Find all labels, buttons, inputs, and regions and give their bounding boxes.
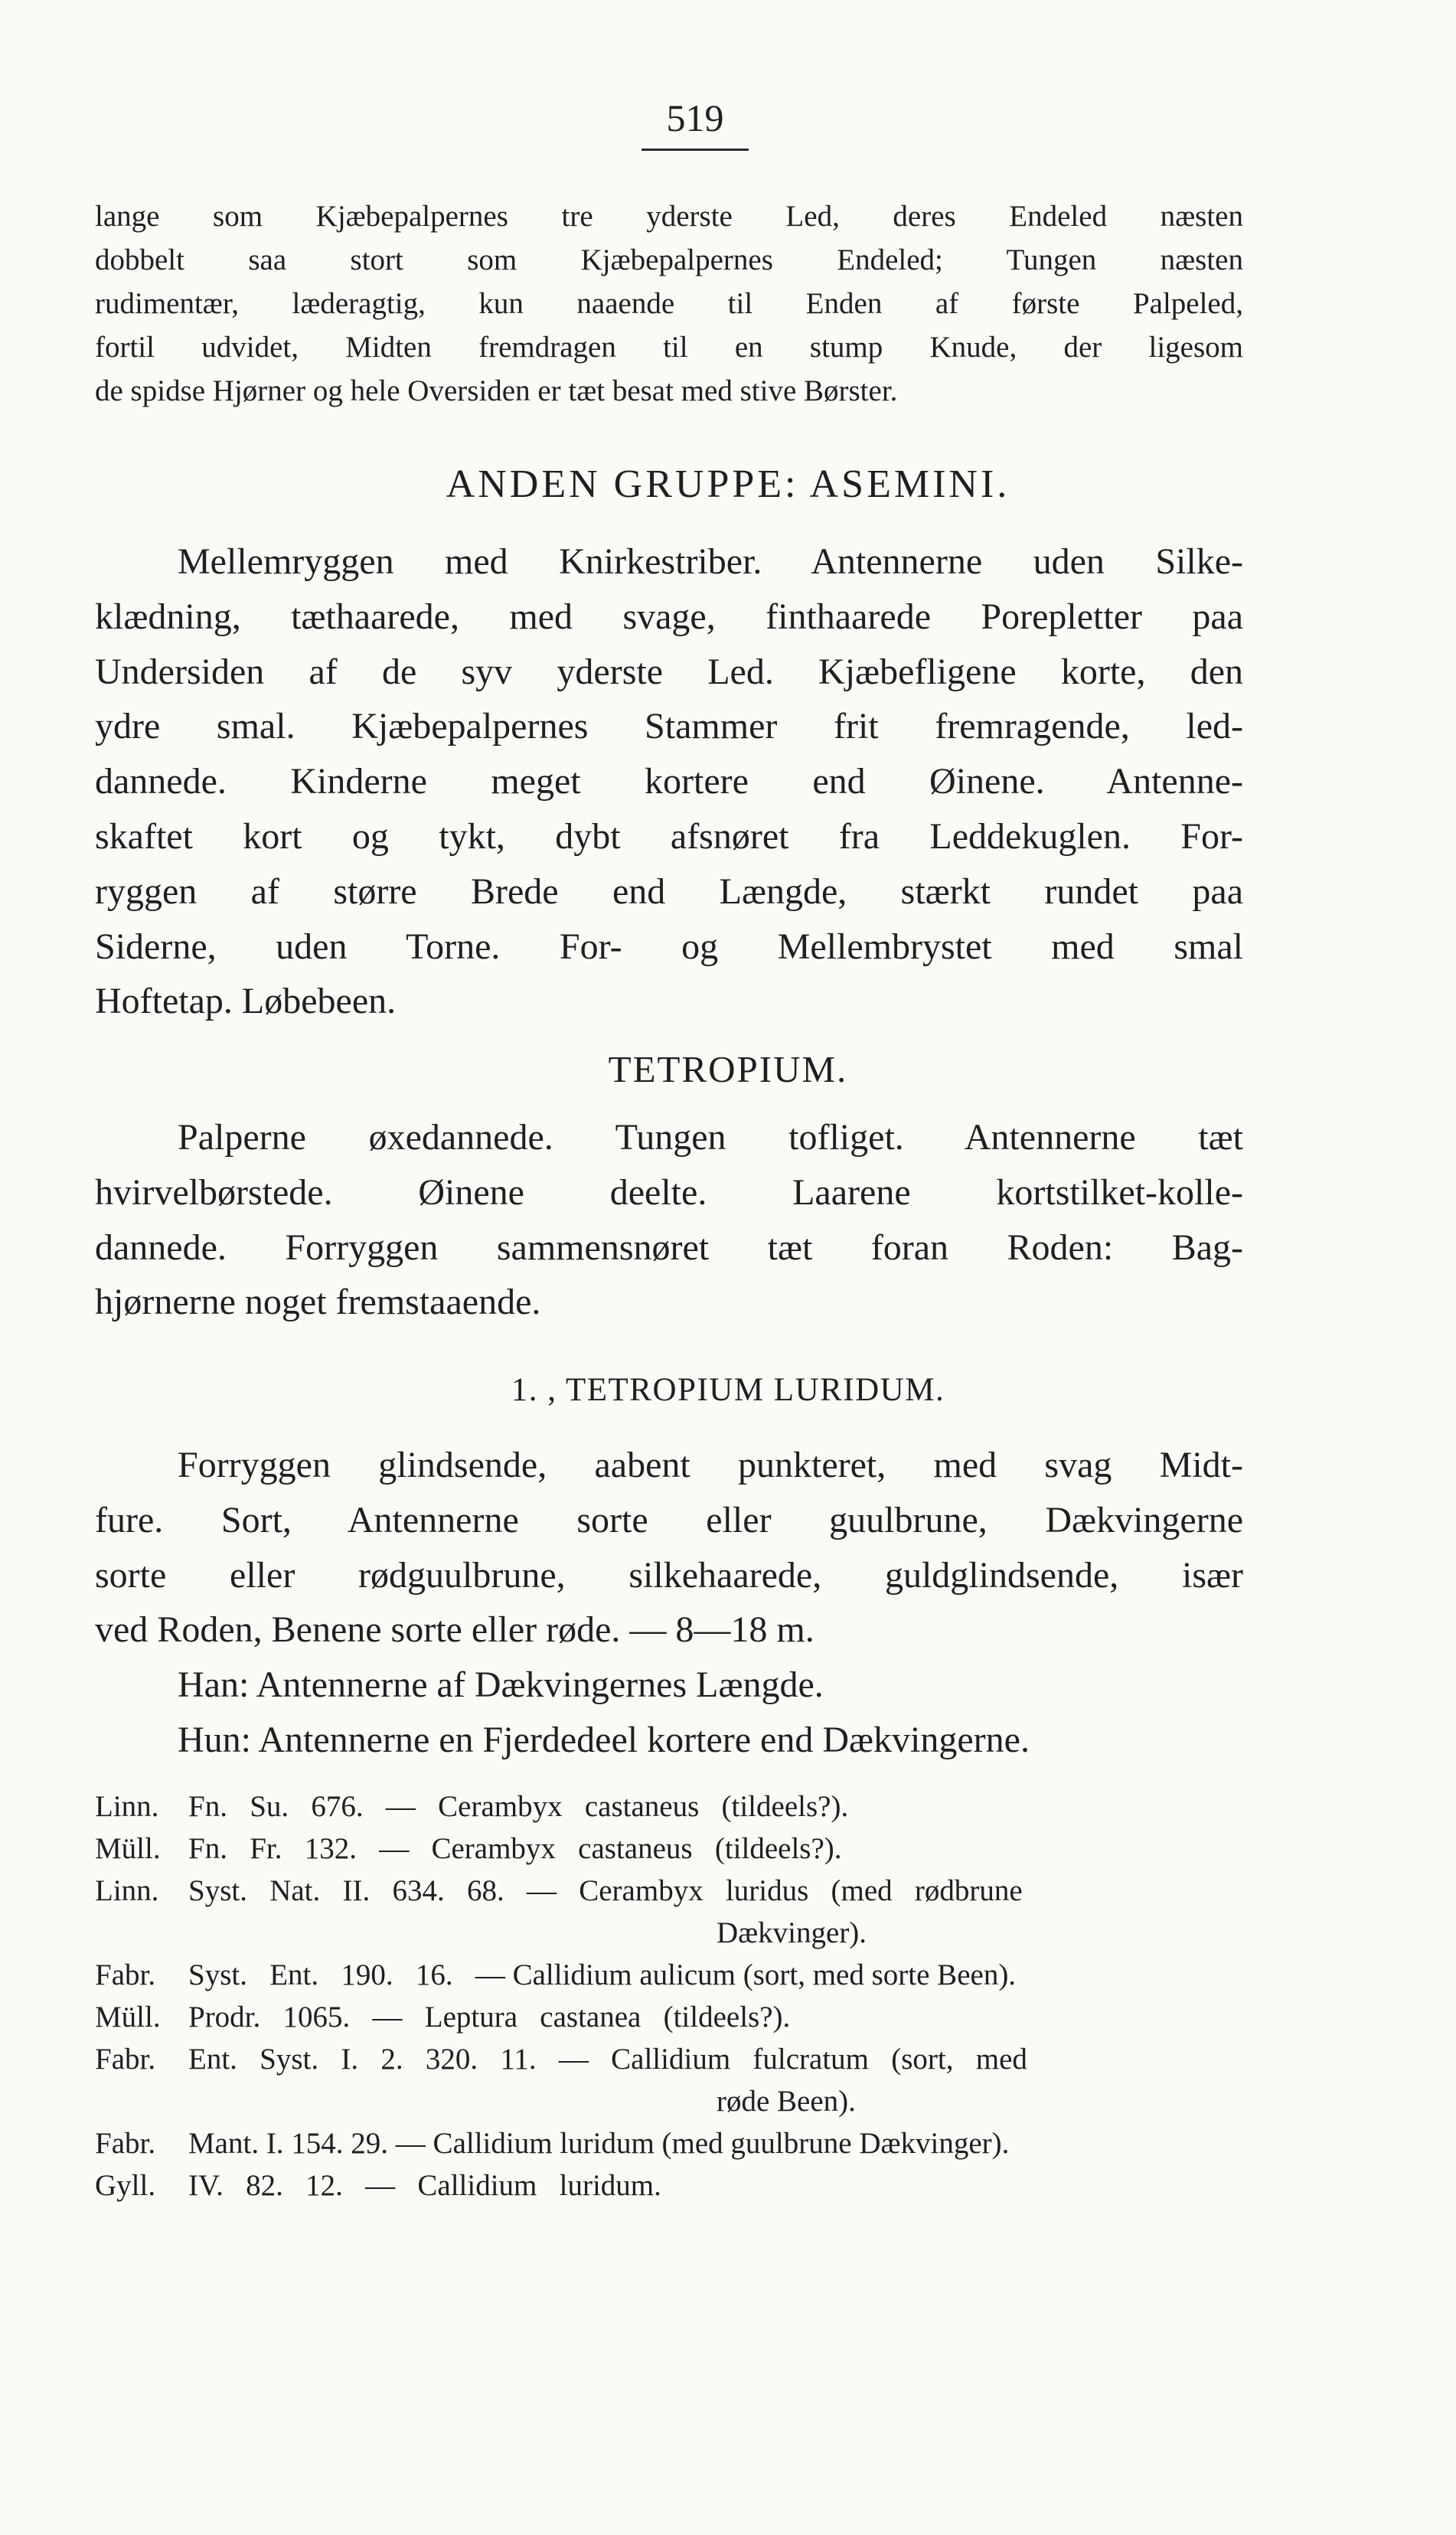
group-line: skaftet kort og tykt, dybt afsnøret fra Leddekuglen. For- [95,815,1243,857]
species-heading: 1. , TETROPIUM LURIDUM. [511,1372,945,1408]
male-note: Han: Antennerne af Dækvingernes Længde. [178,1664,824,1705]
female-note: Hun: Antennerne en Fjerdedeel kortere end Dækvingerne. [178,1719,1030,1760]
intro-paragraph [95,194,1243,413]
group-line: ryggen af større Brede end Længde, stærkt rundet paa [95,871,1243,912]
group-line: Siderne, uden Torne. For- og Mellembrystet med smal [95,926,1243,967]
reference-author: Fabr. [95,1958,156,1991]
reference-continuation: Dækvinger). [717,1916,867,1949]
reference-text: Syst. Nat. II. 634. 68. — Cerambyx luridus (med rødbrune [188,1874,1023,1907]
species-description [95,1438,1243,1658]
group-line: Hoftetap. Løbebeen. [95,981,397,1022]
group-line: dannede. Kinderne meget kortere end Øinene. Antenne- [95,761,1243,802]
group-heading: ANDEN GRUPPE: ASEMINI. [446,462,1010,506]
reference-text: Fn. Su. 676. — Cerambyx castaneus (tildeels?). [188,1790,849,1823]
intro-line: fortil udvidet, Midten fremdragen til en stump Knude, der ligesom [95,331,1243,364]
group-line: Mellemryggen med Knirkestriber. Antennerne uden Silke- [178,541,1243,582]
reference-text: Ent. Syst. I. 2. 320. 11. — Callidium fulcratum (sort, med [188,2043,1027,2076]
page-number: 519 [641,93,749,151]
reference-entry [95,2164,1243,2207]
reference-author: Fabr. [95,2127,156,2160]
reference-text: Fn. Fr. 132. — Cerambyx castaneus (tildeels?). [188,1832,842,1865]
genus-line: dannede. Forryggen sammensnøret tæt foran Roden: Bag- [95,1227,1243,1268]
reference-author: Fabr. [95,2043,156,2076]
reference-author: Linn. [95,1790,159,1823]
intro-line: de spidse Hjørner og hele Oversiden er tæt besat med stive Børster. [95,374,898,407]
references-list [95,1785,1243,2207]
reference-continuation: røde Been). [717,2085,856,2118]
reference-entry [95,1785,1243,1828]
species-line: fure. Sort, Antennerne sorte eller guulbrune, Dækvingerne [95,1499,1243,1540]
group-line: ydre smal. Kjæbepalpernes Stammer frit fremragende, led- [95,706,1243,747]
group-description [95,534,1243,1029]
genus-line: Palperne øxedannede. Tungen tofliget. Antennerne tæt [178,1117,1243,1158]
reference-entry [95,2122,1243,2164]
reference-entry [95,1870,1243,1912]
reference-entry [95,2038,1243,2080]
genus-line: hjørnerne noget fremstaaende. [95,1282,541,1323]
genus-line: hvirvelbørstede. Øinene deelte. Laarene kortstilket-kolle- [95,1171,1243,1213]
reference-text: Syst. Ent. 190. 16. — Callidium aulicum (sort, med sorte Been). [188,1958,1017,1991]
reference-author: Müll. [95,1832,161,1865]
intro-line: dobbelt saa stort som Kjæbepalpernes Endeled; Tungen næsten [95,243,1243,276]
group-line: klædning, tæthaarede, med svage, finthaarede Porepletter paa [95,596,1243,637]
reference-text: Mant. I. 154. 29. — Callidium luridum (med guulbrune Dækvinger). [188,2127,1010,2160]
reference-entry [95,1996,1243,2038]
species-line: Forryggen glindsende, aabent punkteret, med svag Midt- [178,1445,1243,1485]
intro-line: rudimentær, læderagtig, kun naaende til Enden af første Palpeled, [95,287,1243,320]
reference-entry [95,1954,1243,1996]
reference-text: Prodr. 1065. — Leptura castanea (tildeels?). [188,2001,791,2034]
species-line: sorte eller rødguulbrune, silkehaarede, guldglindsende, især [95,1554,1243,1596]
reference-author: Gyll. [95,2169,156,2202]
reference-author: Linn. [95,1874,159,1907]
reference-author: Müll. [95,2001,161,2034]
reference-text: IV. 82. 12. — Callidium luridum. [188,2169,661,2202]
genus-heading: TETROPIUM. [608,1048,848,1090]
species-line: ved Roden, Benene sorte eller røde. — 8—18 m. [95,1609,815,1651]
sex-notes [95,1658,1243,1768]
intro-line: lange som Kjæbepalpernes tre yderste Led, deres Endeled næsten [95,200,1243,233]
genus-description [95,1110,1243,1330]
reference-entry [95,1828,1243,1870]
group-line: Undersiden af de syv yderste Led. Kjæbefligene korte, den [95,651,1243,692]
